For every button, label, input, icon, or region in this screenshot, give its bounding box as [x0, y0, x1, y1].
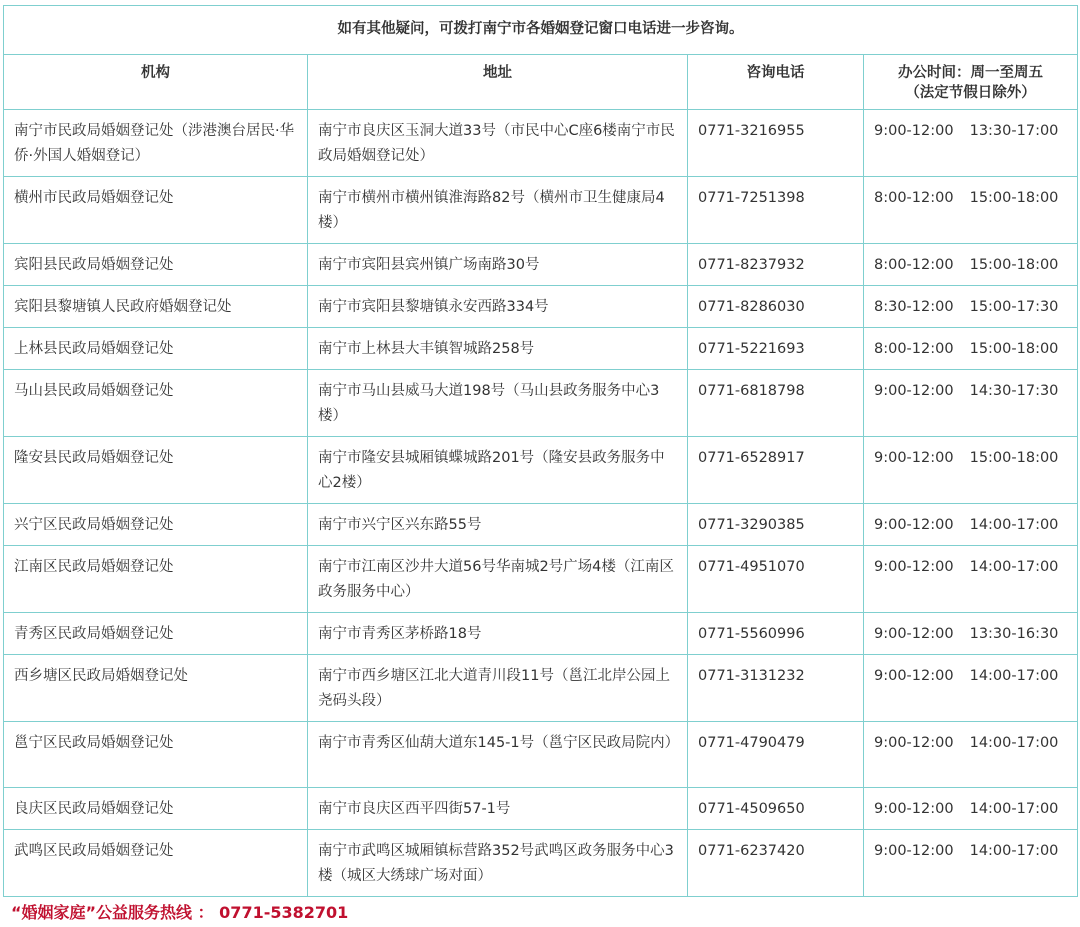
- hours-afternoon: 15:00-18:00: [969, 190, 1059, 206]
- hours-morning: 8:30-12:00: [874, 299, 954, 315]
- hours-afternoon: 14:00-17:00: [969, 843, 1059, 859]
- table-row: [4, 722, 1078, 788]
- cell-hours: [864, 437, 1078, 504]
- cell-org: 南宁市民政局婚姻登记处（涉港澳台居民·华侨·外国人婚姻登记）: [4, 110, 308, 177]
- table-row: [4, 788, 1078, 830]
- cell-org: 良庆区民政局婚姻登记处: [4, 788, 308, 830]
- table-row: [4, 244, 1078, 286]
- cell-address: 南宁市兴宁区兴东路55号: [308, 504, 688, 546]
- cell-phone: 0771-3290385: [688, 504, 864, 546]
- cell-address: 南宁市马山县威马大道198号（马山县政务服务中心3楼）: [308, 370, 688, 437]
- cell-phone: 0771-4790479: [688, 722, 864, 788]
- registry-table-container: [3, 5, 1077, 897]
- table-row: [4, 286, 1078, 328]
- cell-org: 青秀区民政局婚姻登记处: [4, 613, 308, 655]
- notice-text: 如有其他疑问，可拨打南宁市各婚姻登记窗口电话进一步咨询。: [4, 6, 1078, 55]
- hours-morning: 9:00-12:00: [874, 559, 954, 575]
- cell-address: 南宁市良庆区西平四街57-1号: [308, 788, 688, 830]
- cell-address: 南宁市宾阳县宾州镇广场南路30号: [308, 244, 688, 286]
- cell-address: 南宁市西乡塘区江北大道青川段11号（邕江北岸公园上尧码头段）: [308, 655, 688, 722]
- cell-hours: [864, 286, 1078, 328]
- hours-morning: 9:00-12:00: [874, 626, 954, 642]
- cell-hours: [864, 177, 1078, 244]
- hours-afternoon: 15:00-18:00: [969, 341, 1059, 357]
- cell-hours: [864, 504, 1078, 546]
- cell-hours: [864, 370, 1078, 437]
- cell-hours: [864, 546, 1078, 613]
- hours-morning: 9:00-12:00: [874, 517, 954, 533]
- registry-table: [3, 5, 1078, 897]
- hours-afternoon: 14:00-17:00: [969, 735, 1059, 751]
- cell-org: 隆安县民政局婚姻登记处: [4, 437, 308, 504]
- cell-address: 南宁市横州市横州镇淮海路82号（横州市卫生健康局4楼）: [308, 177, 688, 244]
- cell-address: 南宁市隆安县城厢镇蝶城路201号（隆安县政务服务中心2楼）: [308, 437, 688, 504]
- cell-address: 南宁市上林县大丰镇智城路258号: [308, 328, 688, 370]
- cell-phone: 0771-3131232: [688, 655, 864, 722]
- cell-phone: 0771-3216955: [688, 110, 864, 177]
- hours-afternoon: 15:00-18:00: [969, 450, 1059, 466]
- cell-org: 西乡塘区民政局婚姻登记处: [4, 655, 308, 722]
- hotline-text: “婚姻家庭”公益服务热线 ： 0771-5382701: [11, 903, 349, 922]
- cell-phone: 0771-6528917: [688, 437, 864, 504]
- cell-org: 江南区民政局婚姻登记处: [4, 546, 308, 613]
- hours-afternoon: 14:00-17:00: [969, 668, 1059, 684]
- hours-afternoon: 14:00-17:00: [969, 559, 1059, 575]
- cell-address: 南宁市江南区沙井大道56号华南城2号广场4楼（江南区政务服务中心）: [308, 546, 688, 613]
- cell-hours: [864, 328, 1078, 370]
- cell-phone: 0771-4951070: [688, 546, 864, 613]
- cell-org: 兴宁区民政局婚姻登记处: [4, 504, 308, 546]
- hours-morning: 8:00-12:00: [874, 341, 954, 357]
- table-row: [4, 110, 1078, 177]
- cell-hours: [864, 244, 1078, 286]
- table-row: [4, 370, 1078, 437]
- cell-phone: 0771-5560996: [688, 613, 864, 655]
- hours-afternoon: 14:30-17:30: [969, 383, 1059, 399]
- cell-org: 武鸣区民政局婚姻登记处: [4, 830, 308, 897]
- cell-hours: [864, 830, 1078, 897]
- table-row: [4, 504, 1078, 546]
- hours-morning: 9:00-12:00: [874, 383, 954, 399]
- hours-afternoon: 15:00-18:00: [969, 257, 1059, 273]
- notice-row: [4, 6, 1078, 55]
- hours-morning: 9:00-12:00: [874, 450, 954, 466]
- cell-org: 马山县民政局婚姻登记处: [4, 370, 308, 437]
- cell-hours: [864, 655, 1078, 722]
- cell-address: 南宁市宾阳县黎塘镇永安西路334号: [308, 286, 688, 328]
- hours-afternoon: 14:00-17:00: [969, 801, 1059, 817]
- header-hours: [864, 55, 1078, 110]
- cell-address: 南宁市良庆区玉洞大道33号（市民中心C座6楼南宁市民政局婚姻登记处）: [308, 110, 688, 177]
- cell-phone: 0771-6237420: [688, 830, 864, 897]
- cell-hours: [864, 110, 1078, 177]
- table-row: [4, 613, 1078, 655]
- cell-phone: 0771-7251398: [688, 177, 864, 244]
- cell-address: 南宁市武鸣区城厢镇标营路352号武鸣区政务服务中心3楼（城区大绣球广场对面）: [308, 830, 688, 897]
- cell-org: 邕宁区民政局婚姻登记处: [4, 722, 308, 788]
- table-row: [4, 437, 1078, 504]
- cell-org: 上林县民政局婚姻登记处: [4, 328, 308, 370]
- cell-phone: 0771-6818798: [688, 370, 864, 437]
- table-row: [4, 177, 1078, 244]
- cell-hours: [864, 613, 1078, 655]
- table-row: [4, 655, 1078, 722]
- hours-afternoon: 13:30-16:30: [969, 626, 1059, 642]
- hours-morning: 9:00-12:00: [874, 735, 954, 751]
- hours-afternoon: 15:00-17:30: [969, 299, 1059, 315]
- cell-phone: 0771-8237932: [688, 244, 864, 286]
- header-hours-line1: 办公时间：周一至周五: [898, 65, 1043, 81]
- cell-address: 南宁市青秀区仙葫大道东145-1号（邕宁区民政局院内）: [308, 722, 688, 788]
- cell-hours: [864, 788, 1078, 830]
- cell-org: 横州市民政局婚姻登记处: [4, 177, 308, 244]
- header-org: 机构: [4, 55, 308, 110]
- cell-phone: 0771-5221693: [688, 328, 864, 370]
- hours-morning: 9:00-12:00: [874, 843, 954, 859]
- cell-phone: 0771-4509650: [688, 788, 864, 830]
- cell-org: 宾阳县黎塘镇人民政府婚姻登记处: [4, 286, 308, 328]
- hours-morning: 9:00-12:00: [874, 123, 954, 139]
- hours-afternoon: 13:30-17:00: [969, 123, 1059, 139]
- hours-afternoon: 14:00-17:00: [969, 517, 1059, 533]
- cell-org: 宾阳县民政局婚姻登记处: [4, 244, 308, 286]
- hours-morning: 9:00-12:00: [874, 668, 954, 684]
- hours-morning: 8:00-12:00: [874, 257, 954, 273]
- cell-address: 南宁市青秀区茅桥路18号: [308, 613, 688, 655]
- header-phone: 咨询电话: [688, 55, 864, 110]
- cell-hours: [864, 722, 1078, 788]
- header-hours-line2: （法定节假日除外）: [905, 85, 1036, 101]
- header-address: 地址: [308, 55, 688, 110]
- table-row: [4, 546, 1078, 613]
- cell-phone: 0771-8286030: [688, 286, 864, 328]
- hours-morning: 9:00-12:00: [874, 801, 954, 817]
- table-row: [4, 830, 1078, 897]
- hours-morning: 8:00-12:00: [874, 190, 954, 206]
- header-row: [4, 55, 1078, 110]
- table-row: [4, 328, 1078, 370]
